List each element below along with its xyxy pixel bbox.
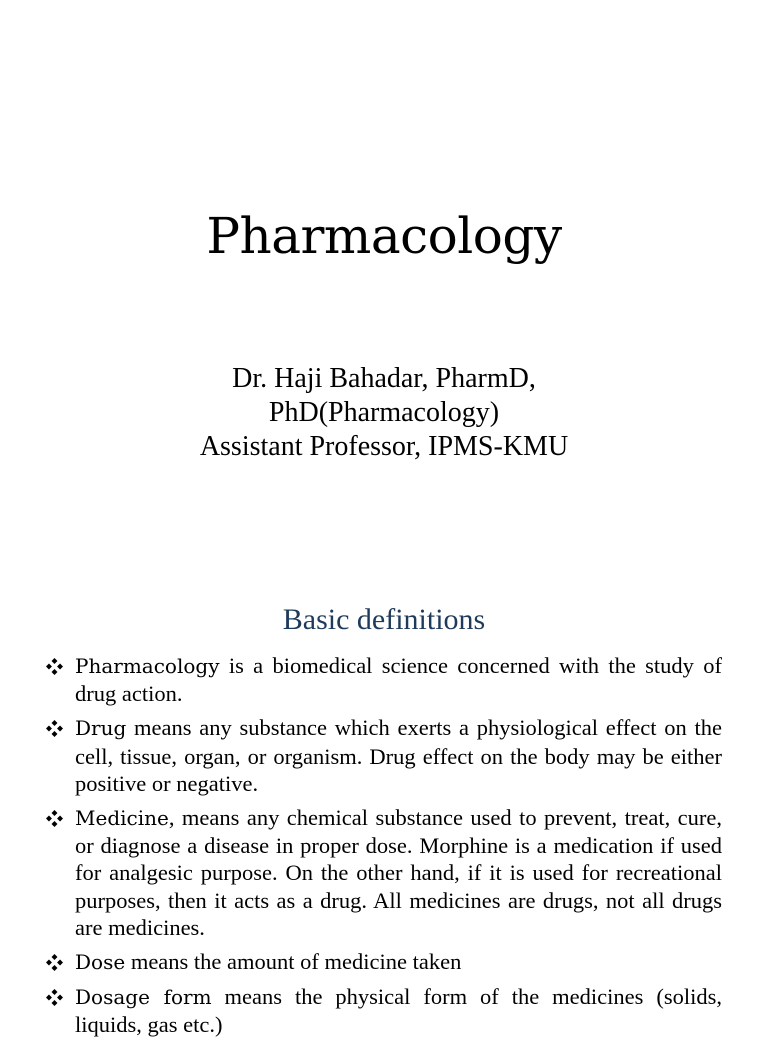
definition-text: means the amount of medicine taken [125, 949, 462, 975]
term-medicine: Medicine [75, 806, 169, 831]
four-diamond-bullet-icon [46, 658, 63, 675]
four-diamond-bullet-icon [46, 989, 63, 1006]
section-heading: Basic definitions [282, 603, 486, 636]
author-name-line: Dr. Haji Bahadar, PharmD, [232, 363, 536, 394]
term-dose: Dose [75, 950, 126, 975]
list-item [46, 652, 722, 707]
list-item [46, 983, 722, 1038]
slide-title: Pharmacology [206, 207, 562, 265]
author-block [0, 362, 768, 464]
author-degree-line: PhD(Pharmacology) [268, 397, 500, 428]
list-item [46, 804, 722, 941]
list-item [46, 948, 722, 976]
term-dosage-form: Dosage form [75, 985, 212, 1010]
four-diamond-bullet-icon [46, 810, 63, 827]
definition-text: is a biomedical science concerned with the study of drug action. [75, 653, 722, 707]
definition-text: means any substance which exerts a physiological effect on the cell, tissue, organ, or organism. Drug effect on the body may be either positive or negative. [75, 715, 722, 796]
four-diamond-bullet-icon [46, 954, 63, 971]
author-position-line: Assistant Professor, IPMS-KMU [199, 431, 569, 462]
definitions-list [46, 652, 722, 1046]
definition-text: means the physical form of the medicines (solids, liquids, gas etc.) [75, 984, 722, 1038]
term-drug: Drug [75, 716, 127, 741]
list-item [46, 714, 722, 797]
term-pharmacology: Pharmacology [75, 654, 220, 678]
four-diamond-bullet-icon [46, 720, 63, 737]
definition-text: , means any chemical substance used to prevent, treat, cure, or diagnose a disease in proper dose. Morphine is a medication if used for analgesic purpose. On the other hand, if it is used for recreational purposes, then it acts as a drug. All medicines are drugs, not all drugs are medicines. [75, 805, 722, 940]
